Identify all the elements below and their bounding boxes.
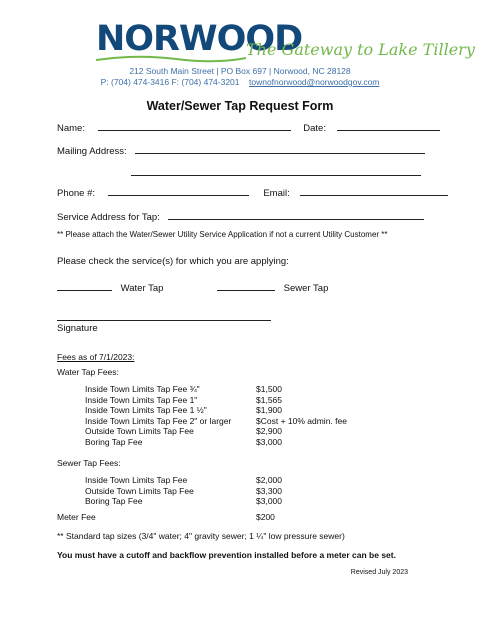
- phone-fax: P: (704) 474-3416 F: (704) 474-3201: [100, 77, 240, 87]
- tagline: The Gateway to Lake Tillery: [246, 40, 475, 59]
- table-row: Inside Town Limits Tap Fee $2,000: [85, 475, 282, 485]
- table-row: Inside Town Limits Tap Fee 2" or larger $Cost + 10% admin. fee: [85, 415, 347, 426]
- attach-note: ** Please attach the Water/Sewer Utility Service Application if not a current Utility Customer **: [57, 230, 388, 239]
- signature-label: Signature: [57, 323, 98, 334]
- service-address-field[interactable]: [168, 211, 424, 220]
- water-tap-check[interactable]: [57, 282, 112, 291]
- service-address-label: Service Address for Tap:: [57, 212, 160, 223]
- mailing-address-field-2[interactable]: [131, 167, 421, 176]
- table-row: Inside Town Limits Tap Fee 1 ½" $1,900: [85, 405, 282, 415]
- meter-fee-price: $200: [256, 512, 275, 522]
- date-label: Date:: [303, 123, 326, 134]
- name-row: [57, 122, 440, 134]
- sewer-tap-check[interactable]: [217, 282, 275, 291]
- fees-heading: Fees as of 7/1/2023:: [57, 352, 135, 362]
- backflow-requirement: You must have a cutoff and backflow prevention installed before a meter can be set.: [57, 550, 396, 560]
- table-row: Boring Tap Fee $3,000: [85, 496, 282, 506]
- email-label: Email:: [263, 188, 290, 199]
- standard-sizes-note: ** Standard tap sizes (3/4" water; 4" gravity sewer; 1 ¼" low pressure sewer): [57, 531, 345, 541]
- phone-label: Phone #:: [57, 188, 96, 199]
- service-options: [57, 282, 163, 294]
- water-fee-table: [85, 384, 347, 447]
- mailing-address-field-1[interactable]: [135, 145, 425, 154]
- table-row: Outside Town Limits Tap Fee $2,900: [85, 426, 282, 436]
- check-prompt: Please check the service(s) for which you are applying:: [57, 256, 289, 267]
- mailing-row: [57, 145, 425, 157]
- table-row: Inside Town Limits Tap Fee ¾" $1,500: [85, 384, 282, 394]
- signature-field[interactable]: [57, 312, 271, 321]
- table-row: Outside Town Limits Tap Fee $3,300: [85, 485, 282, 496]
- letterhead: [0, 0, 480, 100]
- phone-field[interactable]: [108, 187, 249, 196]
- phone-email-row: [57, 187, 448, 199]
- town-contact: [0, 77, 480, 87]
- sewer-fee-table: [85, 475, 282, 507]
- mailing-row-2: [131, 167, 421, 179]
- logo-wave-icon: [96, 50, 246, 64]
- name-field[interactable]: [98, 122, 291, 131]
- service-address-row: [57, 211, 424, 223]
- meter-fee-row: [57, 512, 275, 522]
- form-title: Water/Sewer Tap Request Form: [146, 99, 334, 113]
- water-tap-label: Water Tap: [120, 283, 164, 294]
- logo-text: NORWOOD: [96, 19, 303, 59]
- sewer-option: [217, 282, 328, 294]
- name-label: Name:: [57, 123, 85, 134]
- date-field[interactable]: [337, 122, 440, 131]
- sewer-tap-label: Sewer Tap: [283, 283, 329, 294]
- table-row: Boring Tap Fee $3,000: [85, 436, 282, 447]
- town-address: 212 South Main Street | PO Box 697 | Norwood, NC 28128: [129, 66, 351, 76]
- revised-date: Revised July 2023: [350, 569, 408, 576]
- email-field[interactable]: [300, 187, 448, 196]
- table-row: Inside Town Limits Tap Fee 1" $1,565: [85, 394, 282, 405]
- email-link[interactable]: townofnorwood@norwoodgov.com: [249, 77, 380, 87]
- water-fees-heading: Water Tap Fees:: [57, 367, 119, 377]
- meter-fee-label: Meter Fee: [57, 512, 96, 522]
- mailing-address-label: Mailing Address:: [57, 146, 127, 157]
- sewer-fees-heading: Sewer Tap Fees:: [57, 458, 121, 468]
